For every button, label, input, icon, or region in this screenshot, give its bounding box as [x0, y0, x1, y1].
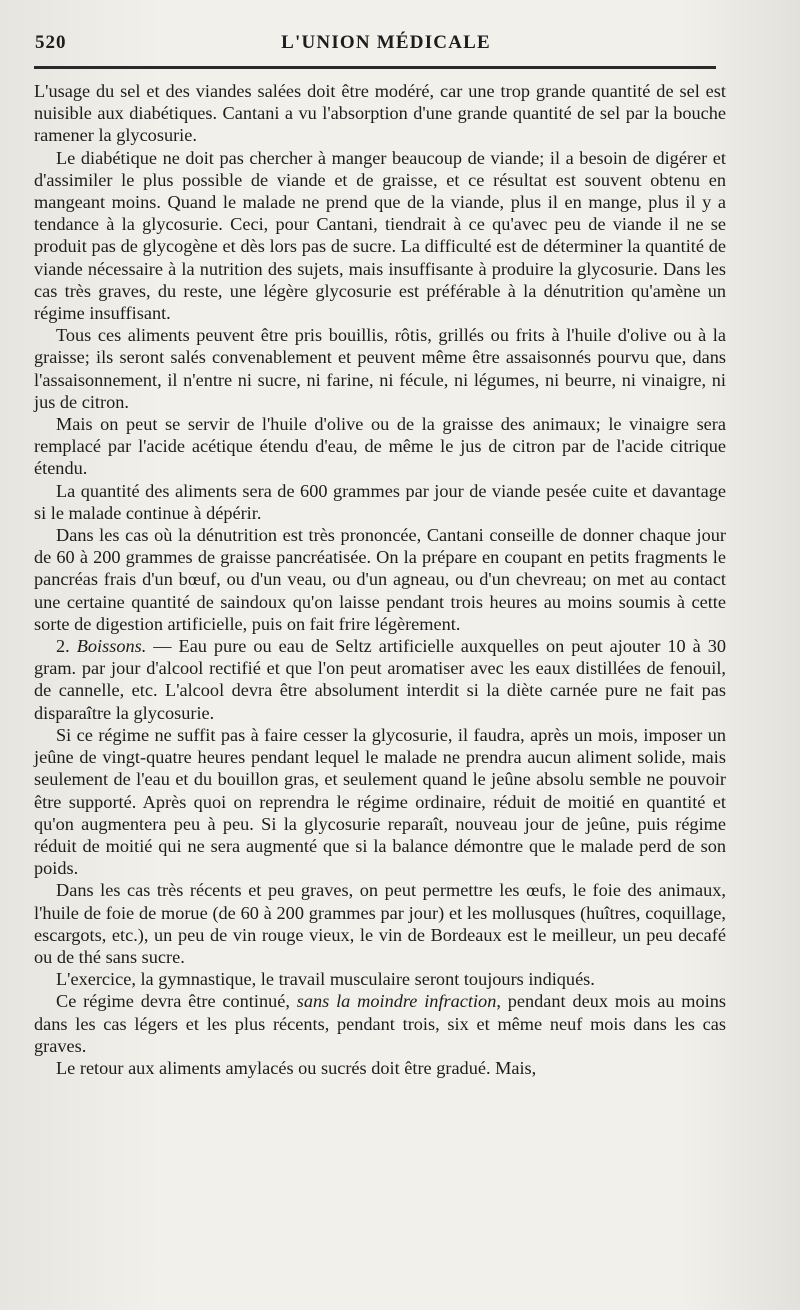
paragraph-boissons [34, 635, 726, 724]
running-title: L'UNION MÉDICALE [281, 32, 491, 53]
paragraph-cooking: Tous ces aliments peuvent être pris bouillis, rôtis, grillés ou frits à l'huile d'olive ou à la graisse; ils seront salés convenablement et peuvent même être assaisonnés pourvu que, dans l'assaisonnement, il n'entre ni sucre, ni farine, ni fécule, ni légumes, ni beurre, ni vinaigre, ni jus de citron. [34, 325, 726, 412]
paragraph-quantity: La quantité des aliments sera de 600 grammes par jour de viande pesée cuite et davantage si le malade continue à dépérir. [34, 480, 726, 523]
regime-text-after: , pendant deux mois au moins dans les cas légers et les plus récents, pendant trois, six et même neuf mois dans les cas graves. [34, 991, 726, 1056]
paragraph-pancreatic-fat: Dans les cas où la dénutrition est très prononcée, Cantani conseille de donner chaque jour de 60 à 200 grammes de graisse pancréatisée. On la prépare en coupant en petits fragments le pancréas frais d'un bœuf, ou d'un veau, ou d'un agneau, ou d'un chevreau; on met au contact une certaine quantité de saindoux qu'on laisse pendant trois heures au moins soumis à cette sorte de digestion artificielle, puis on fait frire légèrement. [34, 525, 726, 634]
page-number: 520 [35, 32, 67, 53]
paragraph-last-line: Le retour aux aliments amylacés ou sucrés doit être gradué. Mais, [56, 1057, 537, 1078]
regime-text-italic: sans la moindre infraction [296, 991, 497, 1012]
paragraph-regime-duration [34, 990, 726, 1057]
boissons-text: — Eau pure ou eau de Seltz artificielle auxquelles on peut ajouter 10 à 30 gram. par jour d'alcool rectifié et que l'on peut aromatiser avec les eaux distillées de fenouil, de cannelle, etc. L'alcool devra être absolument interdit si la diète carnée pure ne fait pas disparaître la glycosurie. [34, 636, 727, 723]
paragraph-salt: L'usage du sel et des viandes salées doit être modéré, car une trop grande quantité de sel est nuisible aux diabétiques. Cantani a vu l'absorption d'une grande quantité de sel par la bouche ramener la glycosurie. [34, 81, 726, 146]
paragraph-recent-cases: Dans les cas très récents et peu graves, on peut permettre les œufs, le foie des animaux, l'huile de foie de morue (de 60 à 200 grammes par jour) et les mollusques (huîtres, coquillage, escargots, etc.), un peu de vin rouge vieux, le vin de Bordeaux est le meilleur, un peu decafé ou de thé sans sucre. [34, 880, 726, 967]
paragraph-meat: Le diabétique ne doit pas chercher à manger beaucoup de viande; il a besoin de digérer et d'assimiler le plus possible de viande et de graisse, et ce résultat est souvent obtenu en mangeant moins. Quand le malade ne prend que de la viande, plus il en mange, plus il y a tendance à la glycosurie. Ceci, pour Cantani, tiendrait à ce qu'avec peu de viande il ne se produit pas de glycogène et dès lors pas de sucre. La difficulté est de déterminer la quantité de viande nécessaire à la nutrition des sujets, mais insuffisante à produire la glycosurie. Dans les cas très graves, du reste, une légère glycosurie est préférable à la dénutrition qu'amène un régime insuffisant. [34, 147, 726, 324]
page-header [30, 32, 742, 60]
paragraph-fasting: Si ce régime ne suffit pas à faire cesser la glycosurie, il faudra, après un mois, imposer un jeûne de vingt-quatre heures pendant lequel le malade ne prendra aucun aliment solide, mais seulement de l'eau et du bouillon gras, et seulement quand le jeûne absolu semble ne pouvoir être supporté. Après quoi on reprendra le régime ordinaire, réduit de moitié en quantité et qu'on augmentera peu à peu. Si la glycosurie reparaît, nouveau jour de jeûne, puis régime réduit de moitié qui ne sera augmenté que si la balance démontre que le malade perd de son poids. [34, 724, 726, 879]
paragraph-substitutes: Mais on peut se servir de l'huile d'olive ou de la graisse des animaux; le vinaigre sera remplacé par l'acide acétique étendu d'eau, de même le jus de citron par de l'acide citrique étendu. [34, 414, 726, 479]
section-number: 2. [56, 636, 70, 657]
section-title-boissons: Boissons. [76, 636, 147, 657]
header-rule [34, 66, 716, 69]
article-body [34, 80, 726, 1079]
paragraph-exercise: L'exercice, la gymnastique, le travail musculaire seront toujours indiqués. [56, 969, 595, 990]
regime-text-before: Ce régime devra être continué, [56, 991, 297, 1012]
